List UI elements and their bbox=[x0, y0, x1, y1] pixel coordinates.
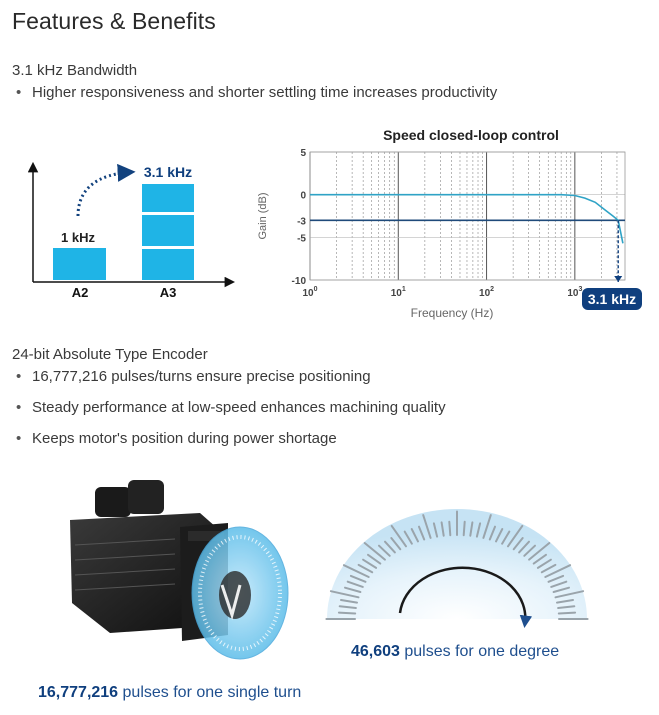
bar-a2 bbox=[53, 248, 106, 280]
gain-curve bbox=[310, 195, 623, 244]
bandwidth-bullet-list bbox=[12, 84, 497, 101]
degree-text: pulses for one degree bbox=[399, 643, 560, 660]
y-tick-label: -10 bbox=[291, 276, 306, 287]
encoder-bullet-list bbox=[12, 368, 446, 447]
y-tick-label: -5 bbox=[297, 233, 306, 245]
page-title: Features & Benefits bbox=[12, 8, 216, 34]
x-tick-label: $10^0$ bbox=[302, 286, 318, 299]
x-axis-label: Frequency (Hz) bbox=[410, 306, 494, 320]
servo-motor-illustration bbox=[50, 475, 310, 670]
list-item: • Higher responsiveness and shorter settling time increases productivity bbox=[12, 84, 497, 101]
x-tick-label: $10^2$ bbox=[479, 286, 495, 299]
section-heading-bandwidth: 3.1 kHz Bandwidth bbox=[12, 62, 138, 79]
connector-right bbox=[128, 480, 164, 514]
list-item: • Steady performance at low-speed enhances machining quality bbox=[12, 399, 446, 416]
list-item: • Keeps motor's position during power shortage bbox=[12, 430, 446, 447]
speed-loop-chart bbox=[250, 124, 645, 324]
encoder-dial-illustration bbox=[315, 495, 600, 635]
y-tick-label: 5 bbox=[300, 148, 306, 159]
chart-title: Speed closed-loop control bbox=[383, 127, 559, 143]
bar-a3-bottom bbox=[142, 249, 194, 280]
list-item: • 16,777,216 pulses/turns ensure precise positioning bbox=[12, 368, 446, 385]
chart-ticks bbox=[292, 148, 583, 299]
dial-tick bbox=[559, 613, 575, 614]
bar-a3-top bbox=[142, 184, 194, 212]
degree-caption bbox=[351, 643, 559, 661]
dial-tick bbox=[449, 522, 450, 535]
plot-frame bbox=[310, 152, 625, 280]
increase-arrow bbox=[78, 172, 132, 216]
chart-grid bbox=[310, 152, 625, 280]
bandwidth-comparison-diagram bbox=[20, 150, 240, 300]
a2-axis-label: A2 bbox=[71, 285, 89, 300]
y-tick-label: -3 bbox=[297, 216, 306, 228]
section-heading-encoder: 24-bit Absolute Type Encoder bbox=[12, 346, 208, 363]
x-tick-label: $10^1$ bbox=[390, 286, 406, 299]
a3-axis-label: A3 bbox=[159, 285, 177, 300]
x-tick-label: $10^3$ bbox=[567, 286, 583, 299]
connector-left bbox=[95, 487, 131, 517]
turn-number: 16,777,216 bbox=[38, 684, 119, 701]
bandwidth-marker-arrow bbox=[614, 276, 622, 282]
dial-tick bbox=[339, 613, 355, 614]
dial-tick bbox=[464, 522, 465, 535]
turn-caption bbox=[38, 684, 301, 702]
degree-number: 46,603 bbox=[351, 643, 400, 660]
a3-value-label: 3.1 kHz bbox=[143, 164, 193, 180]
bar-a3-middle bbox=[142, 215, 194, 246]
a2-value-label: 1 kHz bbox=[61, 230, 95, 245]
bandwidth-badge-text: 3.1 kHz bbox=[587, 291, 637, 307]
turn-text: pulses for one single turn bbox=[118, 684, 302, 701]
y-axis-label: Gain (dB) bbox=[257, 192, 269, 240]
y-tick-label: 0 bbox=[300, 190, 306, 202]
